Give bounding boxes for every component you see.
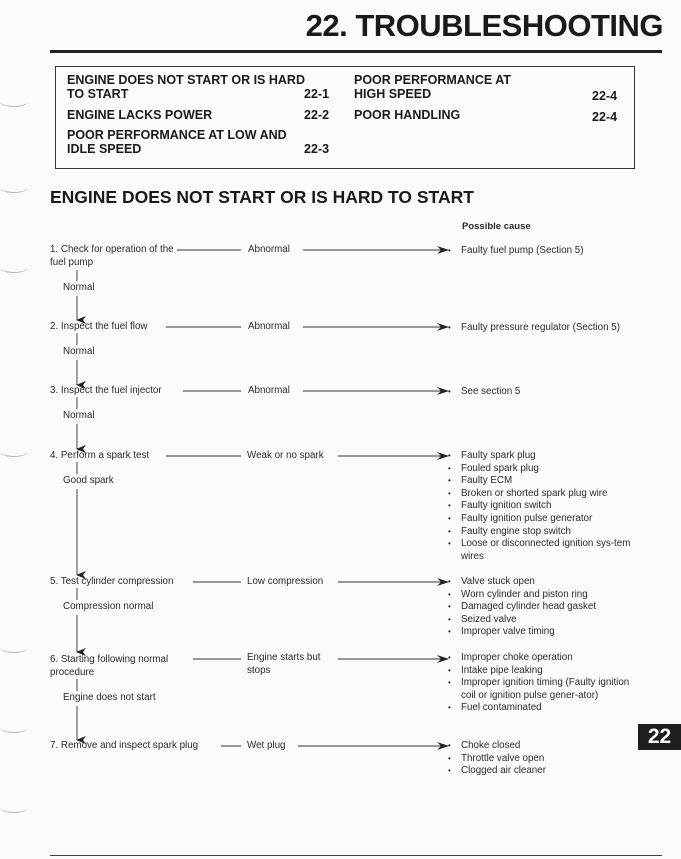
toc-entry-page: 22-3: [304, 142, 330, 156]
cause-item: • Seized valve: [446, 614, 638, 627]
toc-entry-label[interactable]: ENGINE LACKS POWER: [67, 108, 213, 122]
cause-item: • Improper valve timing: [446, 626, 638, 639]
cause-item: • See section 5: [446, 386, 646, 399]
toc-entry-page: 22-1: [304, 87, 330, 101]
cause-list: [446, 652, 638, 715]
step-normal-label: Compression normal: [63, 601, 154, 612]
step-abnormal-label: Low compression: [247, 576, 324, 587]
step-abnormal-label: Abnormal: [248, 385, 290, 396]
toc-entry-page: 22-2: [304, 108, 330, 122]
section-heading: ENGINE DOES NOT START OR IS HARD TO START: [50, 187, 474, 207]
possible-cause-label: Possible cause: [462, 221, 531, 232]
cause-item: • Broken or shorted spark plug wire: [446, 488, 638, 501]
toc-entry-label[interactable]: POOR PERFORMANCE AT LOW AND IDLE SPEED: [67, 128, 287, 156]
step-check: 5. Test cylinder compression: [50, 576, 174, 587]
toc-entry-label[interactable]: POOR HANDLING: [354, 108, 461, 122]
cause-item: • Faulty fuel pump (Section 5): [446, 245, 646, 258]
cause-list: [446, 576, 638, 639]
step-normal-label: Normal: [63, 410, 95, 421]
step-check: 3. Inspect the fuel injector: [50, 385, 162, 396]
cause-item: • Damaged cylinder head gasket: [446, 601, 638, 614]
cause-item: • Improper choke operation: [446, 652, 638, 665]
page-title: 22. TROUBLESHOOTING: [305, 8, 663, 43]
cause-item: • Loose or disconnected ignition sys-tem wires: [446, 538, 638, 563]
cause-item: • Faulty ECM: [446, 475, 638, 488]
step-abnormal-label: Weak or no spark: [247, 450, 324, 461]
chapter-tab[interactable]: 22: [638, 724, 681, 750]
cause-item: • Choke closed: [446, 740, 638, 753]
cause-list: [446, 740, 638, 778]
cause-item: • Fuel contaminated: [446, 702, 638, 715]
toc-entry-page: 22-4: [592, 89, 618, 103]
cause-item: • Faulty ignition switch: [446, 500, 638, 513]
cause-item: • Faulty ignition pulse generator: [446, 513, 638, 526]
cause-list: [446, 386, 646, 399]
toc-entry-page: 22-4: [592, 110, 618, 124]
cause-item: • Faulty spark plug: [446, 450, 638, 463]
step-abnormal-label: Abnormal: [248, 321, 290, 332]
step-normal-label: Normal: [63, 346, 95, 357]
cause-item: • Clogged air cleaner: [446, 765, 638, 778]
step-check: 1. Check for operation of the fuel pump: [50, 244, 174, 268]
cause-item: • Intake pipe leaking: [446, 665, 638, 678]
cause-list: [446, 322, 646, 335]
cause-item: • Throttle valve open: [446, 753, 638, 766]
step-check: 6. Starting following normal procedure: [50, 654, 169, 678]
step-check: 7. Remove and inspect spark plug: [50, 740, 199, 751]
cause-list: [446, 245, 646, 258]
cause-list: [446, 450, 638, 563]
cause-item: • Valve stuck open: [446, 576, 638, 589]
step-abnormal-label: Engine starts but stops: [247, 652, 321, 676]
step-normal-label: Engine does not start: [63, 692, 156, 703]
cause-item: • Fouled spark plug: [446, 463, 638, 476]
cause-item: • Faulty engine stop switch: [446, 526, 638, 539]
cause-item: • Improper ignition timing (Faulty ignition coil or ignition pulse gener-ator): [446, 677, 638, 702]
step-normal-label: Good spark: [63, 475, 114, 486]
cause-item: • Faulty pressure regulator (Section 5): [446, 322, 646, 335]
toc-entry-label[interactable]: ENGINE DOES NOT START OR IS HARD TO START: [67, 73, 305, 101]
cause-item: • Worn cylinder and piston ring: [446, 589, 638, 602]
step-check: 4. Perform a spark test: [50, 450, 150, 461]
step-normal-label: Normal: [63, 282, 95, 293]
step-abnormal-label: Abnormal: [248, 244, 290, 255]
step-check: 2. Inspect the fuel flow: [50, 321, 148, 332]
toc-entry-label[interactable]: POOR PERFORMANCE AT HIGH SPEED: [354, 73, 511, 101]
footer-rule: [50, 855, 662, 856]
step-abnormal-label: Wet plug: [247, 740, 286, 751]
